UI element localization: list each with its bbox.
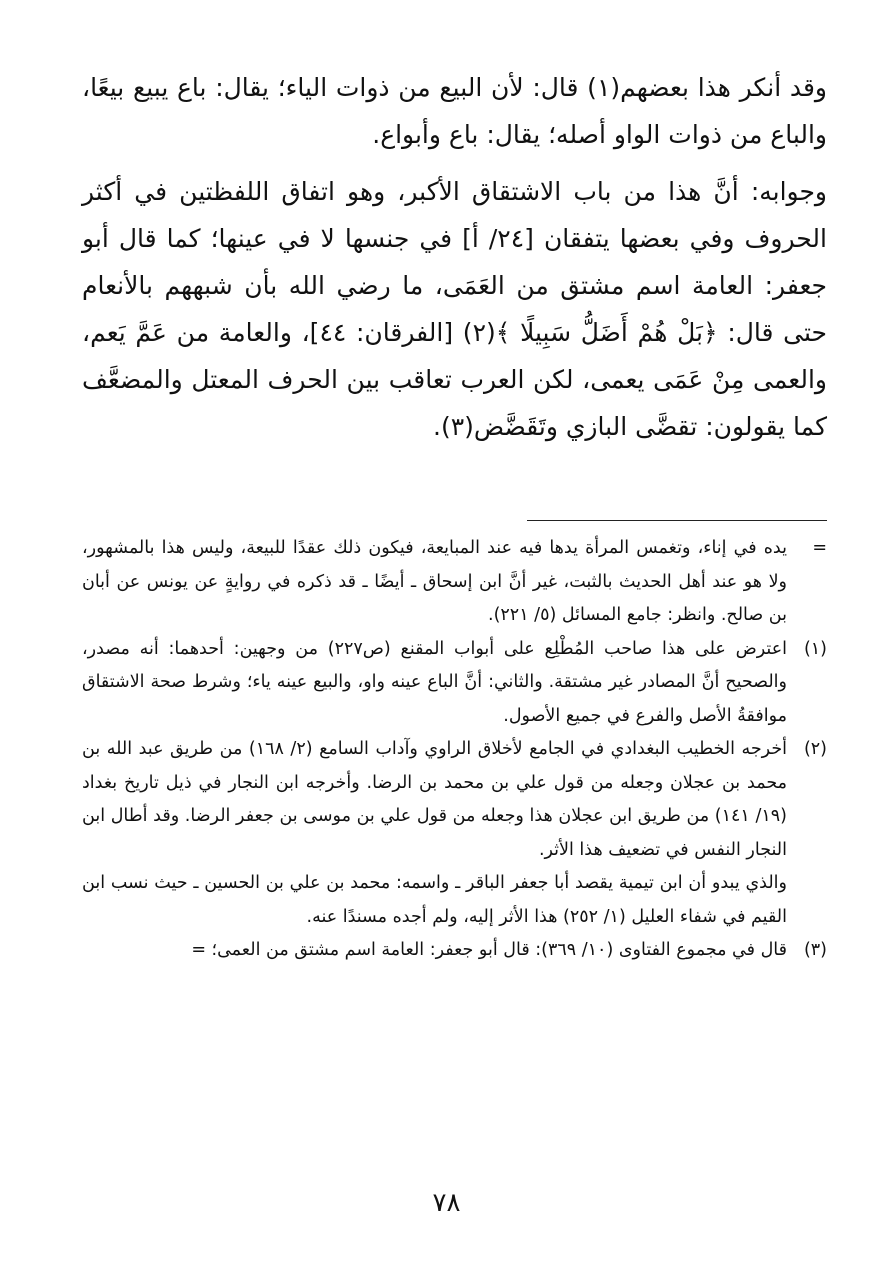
main-paragraph-2: وجوابه: أنَّ هذا من باب الاشتقاق الأكبر، وهو اتفاق اللفظتين في أكثر الحروف وفي بعضها يتفقان [٢٤/ أ] في جنسها لا في عينها؛ كما قال أبو جعفر: العامة اسم مشتق من العَمَى، ما رضي الله بأن شبههم بالأنعام حتى قال: ﴿بَلْ هُمْ أَضَلُّ سَبِيلًا ﴾(٢) [الفرقان: ٤٤]، والعامة من عَمَّ يَعم، والعمى مِنْ عَمَى يعمى، لكن العرب تعاقب بين الحرف المعتل والمضعَّف كما يقولون: تقضَّى البازي وتَقَضَّض(٣).: [82, 177, 828, 441]
footnote-2: [82, 733, 827, 934]
footnote-1: [82, 633, 827, 734]
page-number: ٧٨: [432, 1188, 461, 1218]
footnote-1-mark: (١): [803, 638, 827, 659]
footnote-continuation: [82, 532, 827, 633]
footnote-2-mark: (٢): [803, 739, 827, 759]
footnote-3-text: قال في مجموع الفتاوى (١٠/ ٣٦٩): قال أبو جعفر: العامة اسم مشتق من العمى؛ =: [191, 940, 787, 960]
footnote-3-mark: (٣): [803, 940, 827, 960]
footnote-2-text-continued: والذي يبدو أن ابن تيمية يقصد أبا جعفر الباقر ـ واسمه: محمد بن علي بن الحسين ـ حيث نسب ابن القيم في شفاء العليل (١/ ٢٥٢) هذا الأثر إليه، ولم أجده مسندًا عنه.: [82, 873, 787, 927]
footnote-separator: [527, 520, 827, 521]
main-text-block: [82, 64, 827, 450]
main-paragraph-1: وقد أنكر هذا بعضهم(١) قال: لأن البيع من ذوات الياء؛ يقال: باع يبيع بيعًا، والباع من ذوات الواو أصله؛ يقال: باع وأبواع.: [82, 73, 827, 149]
footnote-continuation-text: يده في إناء، وتغمس المرأة يدها فيه عند المبايعة، فيكون ذلك عقدًا للبيعة، وليس هذا بالمشهور، ولا هو عند أهل الحديث بالثبت، غير أنَّ ابن إسحاق ـ أيضًا ـ قد ذكره في روايةٍ عن يونس عن أبان بن صالح. وانظر: جامع المسائل (٥/ ٢٢١).: [82, 538, 787, 625]
footnote-continuation-mark: =: [812, 538, 827, 558]
footnotes-block: [82, 532, 827, 968]
footnote-2-text: أخرجه الخطيب البغدادي في الجامع لأخلاق الراوي وآداب السامع (٢/ ١٦٨) من طريق عبد الله بن محمد بن عجلان وجعله من قول علي بن محمد بن الرضا. وأخرجه ابن النجار في ذيل تاريخ بغداد (١٩/ ١٤١) من طريق ابن عجلان هذا وجعله من قول علي بن موسى بن جعفر الرضا. وقد أطال ابن النجار النفس في تضعيف هذا الأثر.: [82, 739, 788, 860]
footnote-3: [82, 934, 827, 968]
footnote-1-text: اعترض على هذا صاحب المُطْلِع على أبواب المقنع (ص٢٢٧) من وجهين: أحدهما: أنه مصدر، والصحيح أنَّ المصادر غير مشتقة. والثاني: أنَّ الباع عينه واو، والبيع عينه ياء؛ وشرط صحة الاشتقاق موافقةُ الأصل والفرع في جميع الأصول.: [82, 638, 788, 726]
